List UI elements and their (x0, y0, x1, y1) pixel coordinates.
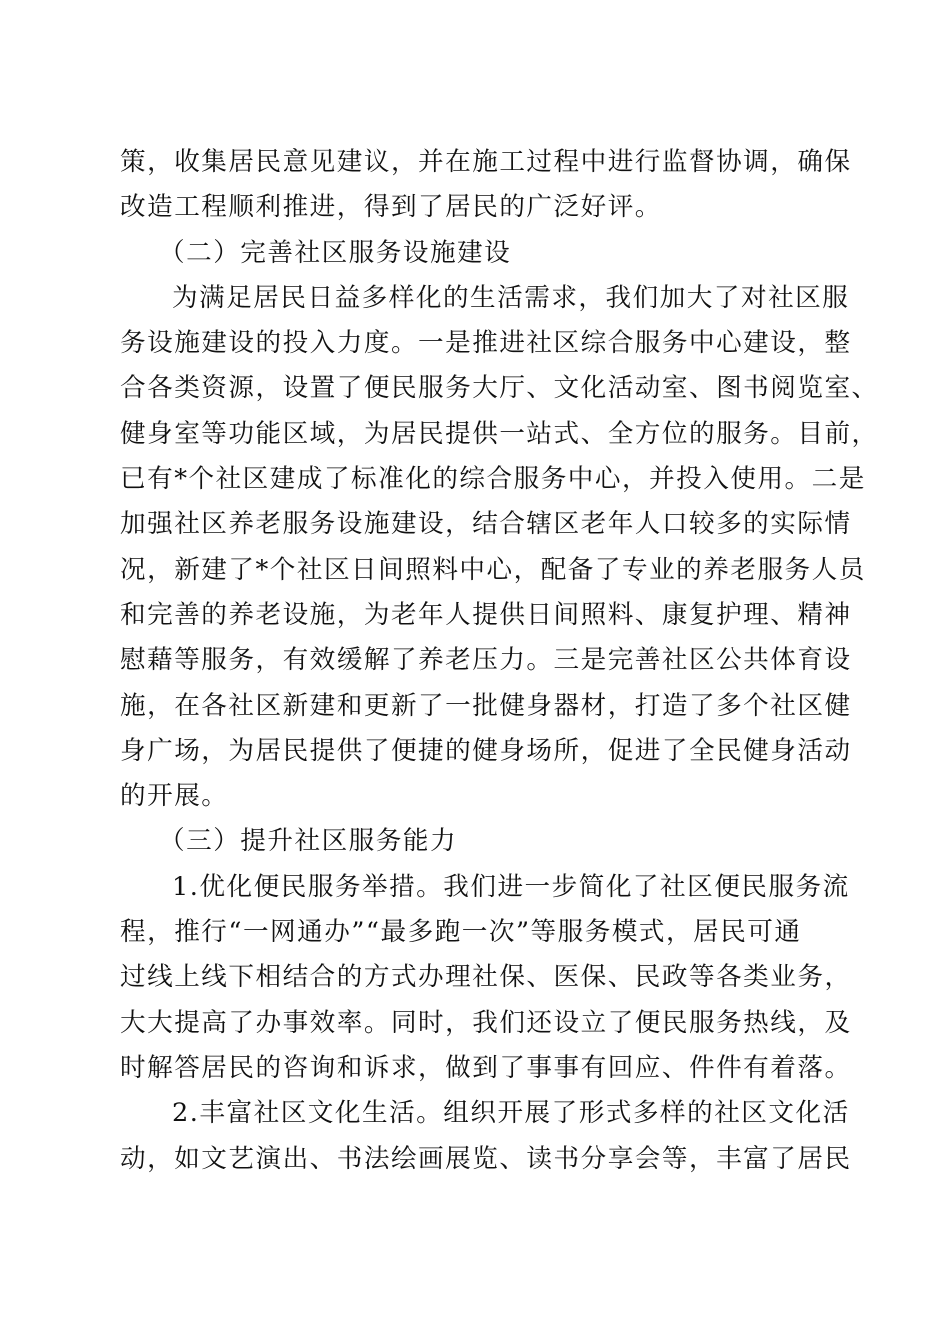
text-line: 1.优化便民服务举措。我们进一步简化了社区便民服务流 (172, 871, 850, 902)
text-line: 施，在各社区新建和更新了一批健身器材，打造了多个社区健 (120, 690, 852, 721)
section-heading-2: （二）完善社区服务设施建设 (159, 237, 512, 268)
text-line: 过线上线下相结合的方式办理社保、医保、民政等各类业务， (120, 962, 852, 993)
text-line: 身广场，为居民提供了便捷的健身场所，促进了全民健身活动 (120, 735, 852, 766)
text-line: 程，推行“一网通办”“最多跑一次”等服务模式，居民可通 (120, 917, 802, 948)
text-line: 时解答居民的咨询和诉求，做到了事事有回应、件件有着落。 (120, 1052, 852, 1083)
section-heading-3: （三）提升社区服务能力 (159, 826, 458, 857)
text-line: 改造工程顺利推进，得到了居民的广泛好评。 (120, 192, 662, 223)
text-line: 合各类资源，设置了便民服务大厅、文化活动室、图书阅览室、 (120, 373, 879, 404)
text-line: 务设施建设的投入力度。一是推进社区综合服务中心建设，整 (120, 328, 852, 359)
text-line: 大大提高了办事效率。同时，我们还设立了便民服务热线，及 (120, 1007, 852, 1038)
paragraph-facilities (120, 276, 879, 820)
text-line: 动，如文艺演出、书法绘画展览、读书分享会等，丰富了居民 (120, 1143, 852, 1174)
paragraph-item-2 (120, 1091, 852, 1182)
text-line: 加强社区养老服务设施建设，结合辖区老年人口较多的实际情 (120, 509, 852, 540)
text-line: 2.丰富社区文化生活。组织开展了形式多样的社区文化活 (172, 1098, 850, 1129)
paragraph-intro (120, 140, 852, 231)
text-line: 况，新建了*个社区日间照料中心，配备了专业的养老服务人员 (120, 554, 866, 585)
text-line: 慰藉等服务，有效缓解了养老压力。三是完善社区公共体育设 (120, 645, 852, 676)
text-line: 为满足居民日益多样化的生活需求，我们加大了对社区服 (172, 282, 850, 313)
text-line: 健身室等功能区域，为居民提供一站式、全方位的服务。目前， (120, 418, 879, 449)
text-line: 策，收集居民意见建议，并在施工过程中进行监督协调，确保 (120, 147, 852, 177)
text-line: 的开展。 (120, 781, 229, 812)
text-line: 已有*个社区建成了标准化的综合服务中心，并投入使用。二是 (120, 464, 866, 495)
text-line: 和完善的养老设施，为老年人提供日间照料、康复护理、精神 (120, 599, 852, 630)
document-page (120, 140, 879, 1182)
paragraph-item-1 (120, 865, 852, 1091)
